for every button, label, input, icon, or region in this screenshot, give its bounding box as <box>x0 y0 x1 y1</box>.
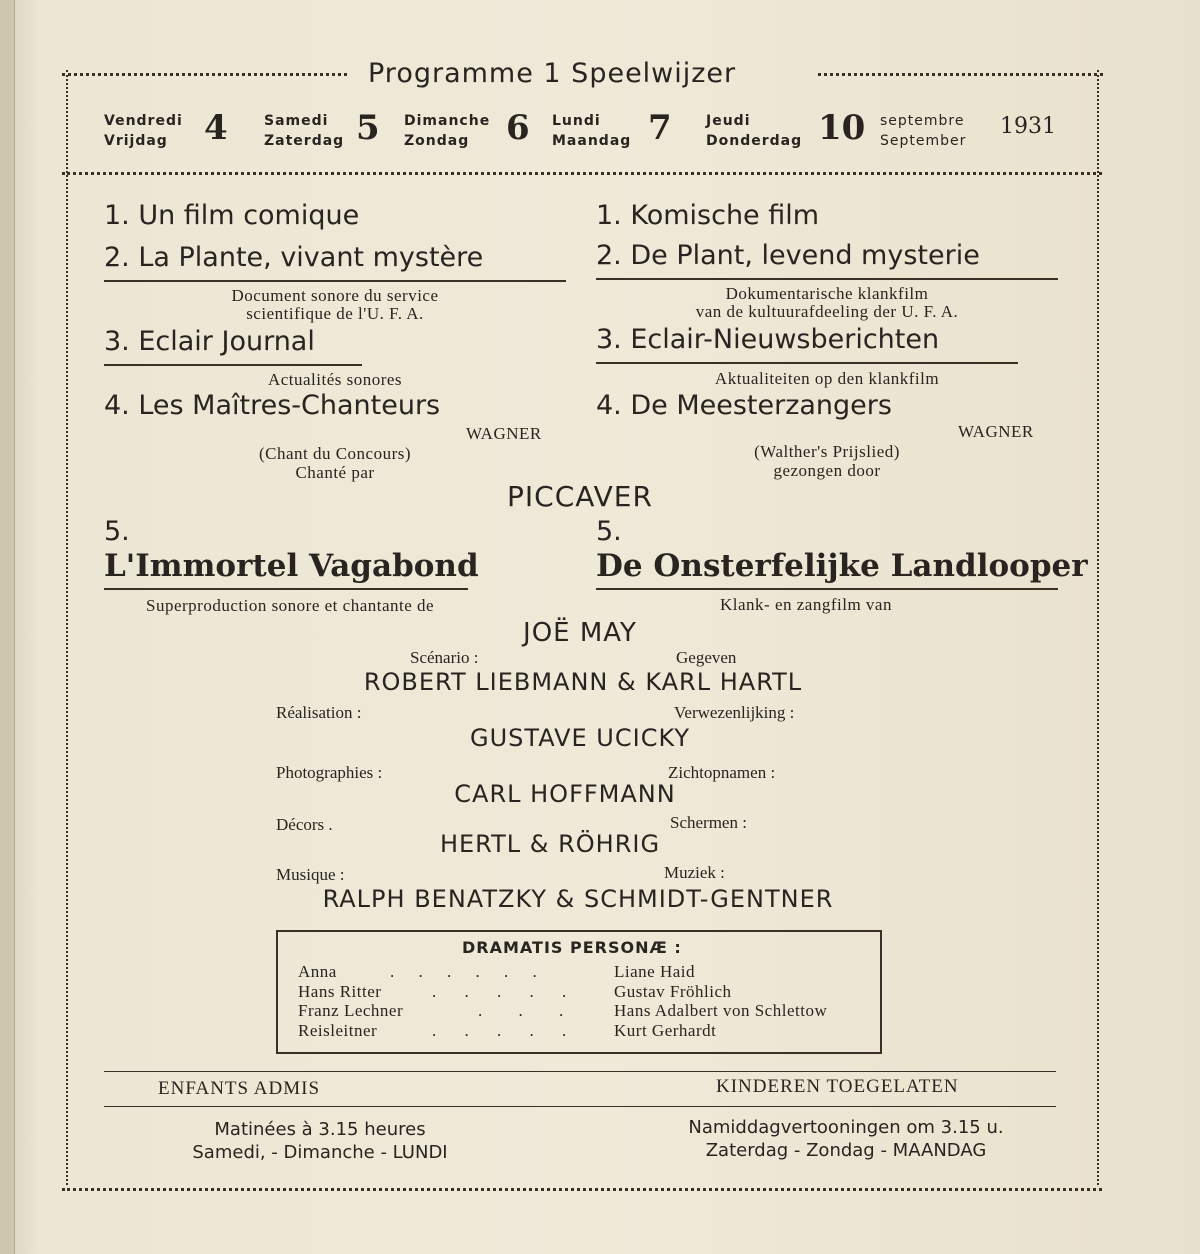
day-label-thu: Jeudi Donderdag <box>706 113 803 149</box>
credit-label-nl-direction: Verwezenlijking : <box>674 703 795 722</box>
credit-label-nl-sets: Schermen : <box>670 813 747 832</box>
children-admitted-fr: ENFANTS ADMIS <box>158 1078 321 1099</box>
fr-item-4: 4. Les Maîtres-Chanteurs <box>104 390 441 421</box>
fr-feature-title: L'Immortel Vagabond <box>104 548 479 584</box>
cast-dots: . . . . . <box>432 1021 579 1040</box>
fr-item-2-note-2: scientifique de l'U. F. A. <box>246 304 424 323</box>
fr-item-1: 1. Un film comique <box>104 200 360 231</box>
cast-title: DRAMATIS PERSONÆ : <box>462 938 682 957</box>
fr-item-3: 3. Eclair Journal <box>104 326 315 357</box>
cast-dots: . . . <box>478 1001 580 1020</box>
nl-item-1: 1. Komische film <box>596 200 820 231</box>
day-label-fri: Vendredi Vrijdag <box>104 113 183 149</box>
month-label: septembre September <box>880 113 967 149</box>
nl-item-3: 3. Eclair-Nieuwsberichten <box>596 324 940 355</box>
fr-item-4-note-1: (Chant du Concours) <box>258 444 412 463</box>
day-number-sat: 5 <box>356 108 380 148</box>
day-number-fri: 4 <box>204 108 228 148</box>
footer-rule-top <box>104 1071 1056 1072</box>
header-divider <box>62 172 1102 175</box>
singer-name: PICCAVER <box>507 480 653 513</box>
credit-name-music: RALPH BENATZKY & SCHMIDT-GENTNER <box>322 885 834 913</box>
nl-item-3-underline <box>596 362 1018 364</box>
credit-label-fr-direction: Réalisation : <box>276 703 362 722</box>
credit-name-sets: HERTL & RÖHRIG <box>439 830 661 858</box>
cast-role: Reisleitner <box>298 1021 378 1040</box>
credit-label-nl-music: Muziek : <box>664 863 725 882</box>
fr-feature-note: Superproduction sonore et chantante de <box>146 596 435 615</box>
nl-item-4-composer: WAGNER <box>958 422 1034 441</box>
credit-name-photo: CARL HOFFMANN <box>454 780 676 808</box>
cast-role: Franz Lechner <box>298 1001 404 1020</box>
credit-label-nl-scenario: Gegeven <box>676 648 737 667</box>
credit-label-fr-scenario: Scénario : <box>410 648 479 667</box>
credit-label-nl-photo: Zichtopnamen : <box>668 763 776 782</box>
fr-item-5-number: 5. <box>104 516 130 547</box>
fr-feature-underline <box>104 588 468 590</box>
day-label-sun: Dimanche Zondag <box>404 113 491 149</box>
cast-actor: Kurt Gerhardt <box>614 1021 717 1040</box>
credit-label-fr-music: Musique : <box>276 865 345 884</box>
credit-label-fr-photo: Photographies : <box>276 763 383 782</box>
credit-label-fr-sets: Décors . <box>276 815 333 834</box>
nl-item-2-note-1: Dokumentarische klankfilm <box>725 284 929 303</box>
cast-actor: Liane Haid <box>614 962 695 981</box>
fr-item-2: 2. La Plante, vivant mystère <box>104 242 484 273</box>
nl-feature-underline <box>596 588 1058 590</box>
nl-item-4: 4. De Meesterzangers <box>596 390 892 421</box>
credit-name-direction: GUSTAVE UCICKY <box>470 724 690 752</box>
nl-feature-note: Klank- en zangfilm van <box>720 595 892 614</box>
fr-item-2-underline <box>104 280 566 282</box>
nl-item-5-number: 5. <box>596 516 622 547</box>
cast-dots: . . . . . <box>432 982 579 1001</box>
day-label-mon: Lundi Maandag <box>552 113 632 149</box>
director-name: JOË MAY <box>523 618 637 648</box>
nl-item-2-underline <box>596 278 1058 280</box>
matinee-times-nl: Namiddagvertooningen om 3.15 u. Zaterdag - Zondag - MAANDAG <box>688 1117 1004 1161</box>
children-admitted-nl: KINDEREN TOEGELATEN <box>716 1076 959 1097</box>
program-title: Programme 1 Speelwijzer <box>368 58 737 89</box>
fr-item-4-note-2: Chanté par <box>295 463 375 482</box>
credit-name-scenario: ROBERT LIEBMANN & KARL HARTL <box>363 668 803 696</box>
year: 1931 <box>1000 114 1056 139</box>
border-bottom <box>62 1188 1102 1191</box>
footer-rule-bottom <box>104 1106 1056 1107</box>
nl-item-4-note-1: (Walther's Prijslied) <box>754 442 900 461</box>
border-top-right <box>818 73 1103 76</box>
nl-feature-title: De Onsterfelijke Landlooper <box>596 548 1088 584</box>
matinee-times-fr: Matinées à 3.15 heures Samedi, - Dimanche - LUNDI <box>192 1119 448 1163</box>
day-label-sat: Samedi Zaterdag <box>264 113 345 149</box>
day-number-sun: 6 <box>506 108 530 148</box>
border-top-left <box>62 73 347 76</box>
nl-item-2: 2. De Plant, levend mysterie <box>596 240 980 271</box>
cast-role: Hans Ritter <box>298 982 382 1001</box>
cast-dots: . . . . . . <box>390 962 547 981</box>
nl-item-3-note: Aktualiteiten op den klankfilm <box>714 369 940 388</box>
fr-item-4-composer: WAGNER <box>466 424 542 443</box>
fr-item-3-note: Actualités sonores <box>267 370 403 389</box>
nl-item-4-note-2: gezongen door <box>773 461 881 480</box>
nl-item-2-note-2: van de kultuurafdeeling der U. F. A. <box>695 302 959 321</box>
day-number-thu: 10 <box>818 108 866 148</box>
cast-actor: Hans Adalbert von Schlettow <box>614 1001 828 1020</box>
fr-item-2-note-1: Document sonore du service <box>231 286 439 305</box>
cast-actor: Gustav Fröhlich <box>614 982 732 1001</box>
cast-role: Anna <box>298 962 337 981</box>
day-number-mon: 7 <box>648 108 672 148</box>
fr-item-3-underline <box>104 364 362 366</box>
